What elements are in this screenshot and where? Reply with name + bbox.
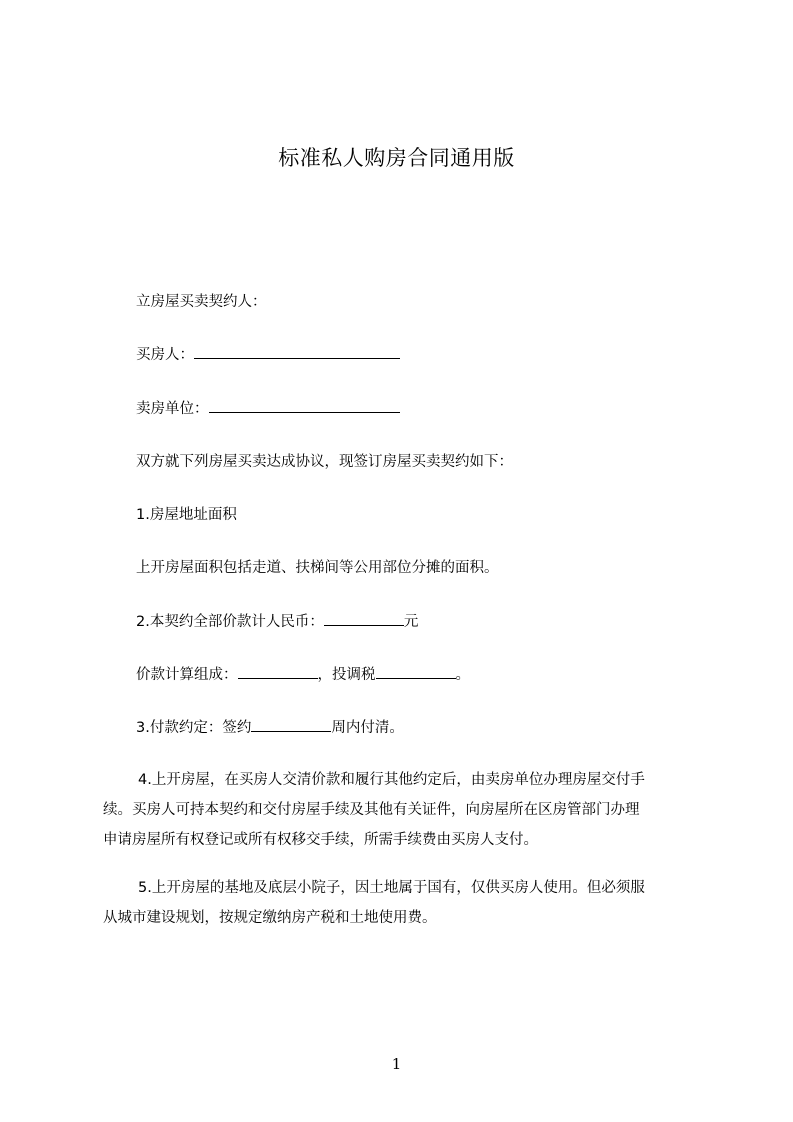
buyer-blank xyxy=(194,344,400,359)
page-number: 1 xyxy=(391,1055,402,1073)
clause-4-line-3: 申请房屋所有权登记或所有权移交手续，所需手续费由买房人支付。 xyxy=(103,832,538,848)
clause-4-line-2: 续。买房人可持本契约和交付房屋手续及其他有关证件，向房屋所在区房管部门办理 xyxy=(103,802,640,818)
seller-line xyxy=(136,398,400,419)
clause-5-paragraph xyxy=(103,873,699,933)
weeks-blank xyxy=(251,717,331,732)
intro-text: 双方就下列房屋买卖达成协议，现签订房屋买卖契约如下： xyxy=(136,454,513,470)
seller-label: 卖房单位： xyxy=(136,401,209,417)
price-end: 。 xyxy=(455,667,470,683)
price-mid: ，投调税 xyxy=(317,667,376,683)
price-composition-line xyxy=(136,664,470,685)
tax-blank xyxy=(376,664,456,679)
parties-heading: 立房屋买卖契约人： xyxy=(136,294,267,310)
price-label: 价款计算组成： xyxy=(136,667,238,683)
clause-5-line-1: 5.上开房屋的基地及底层小院子，因土地属于国有，仅供买房人使用。但必须服 xyxy=(138,880,645,896)
clause-2-unit: 元 xyxy=(403,614,419,630)
document-title: 标准私人购房合同通用版 xyxy=(278,146,515,170)
clause-2-label: 2.本契约全部价款计人民币： xyxy=(136,614,324,630)
clause-4-paragraph xyxy=(103,765,699,855)
clause-1-title: 1.房屋地址面积 xyxy=(136,507,237,523)
clause-3-label: 3.付款约定：签约 xyxy=(136,720,252,736)
clause-2-line xyxy=(136,611,418,632)
total-price-blank xyxy=(324,611,404,626)
price-composition-blank xyxy=(238,664,318,679)
buyer-line xyxy=(136,344,400,365)
clause-3-line xyxy=(136,717,404,738)
seller-blank xyxy=(209,398,400,413)
clause-4-line-1: 4.上开房屋，在买房人交清价款和履行其他约定后，由卖房单位办理房屋交付手 xyxy=(138,772,645,788)
clause-5-line-2: 从城市建设规划，按规定缴纳房产税和土地使用费。 xyxy=(103,910,437,926)
clause-3-end: 周内付清。 xyxy=(331,720,404,736)
buyer-label: 买房人： xyxy=(136,347,194,363)
clause-1-text: 上开房屋面积包括走道、扶梯间等公用部位分摊的面积。 xyxy=(136,560,499,576)
